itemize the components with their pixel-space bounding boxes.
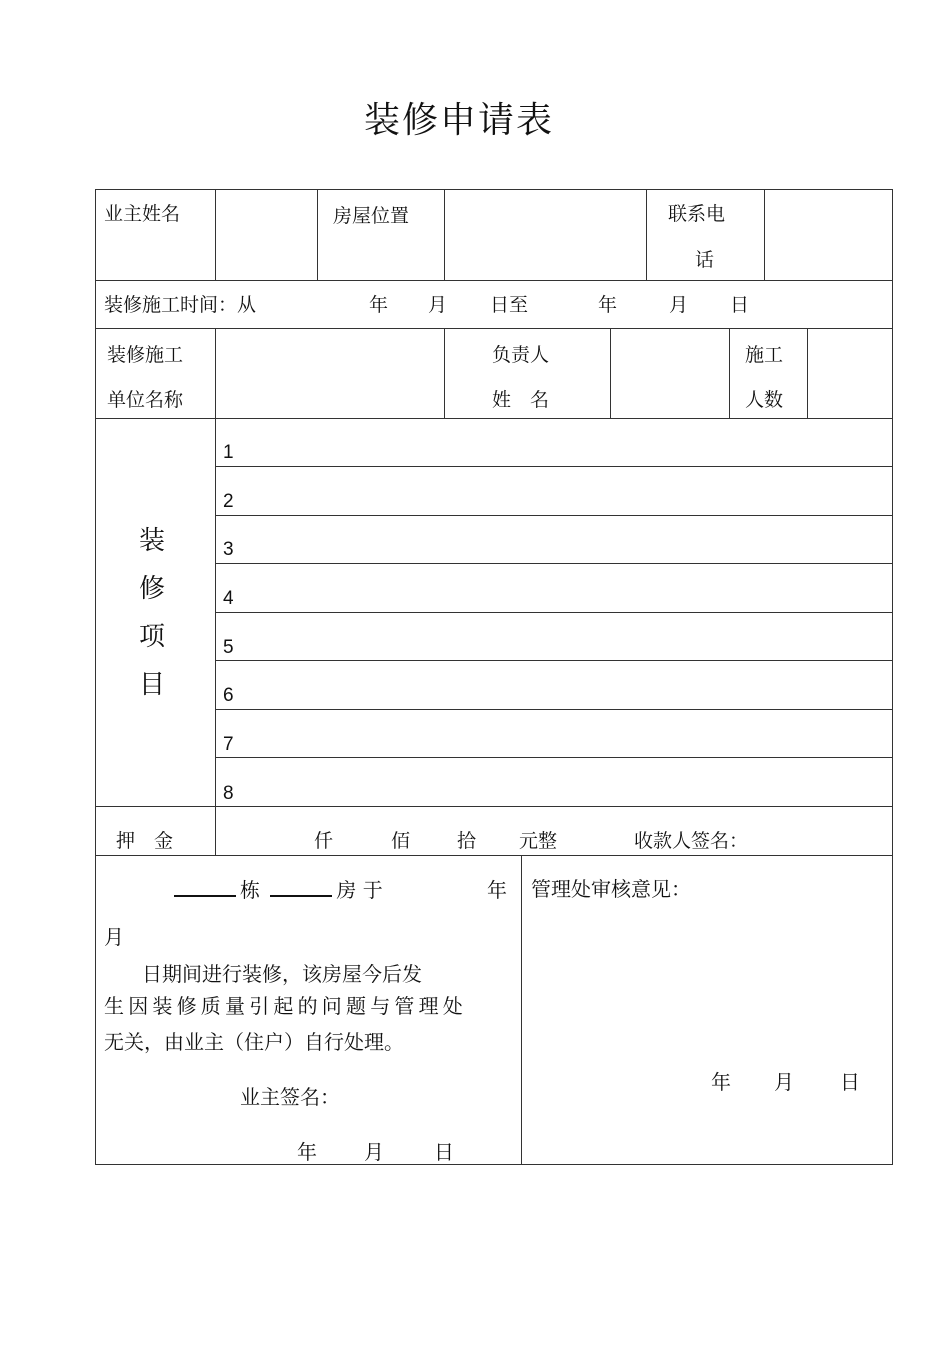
statement-line2: 日期间进行装修，该房屋今后发	[142, 962, 422, 986]
statement-line4: 无关，由业主（住户）自行处理。	[104, 1030, 404, 1054]
workers-label-line1: 施工	[745, 344, 784, 366]
item-number-2: 2	[223, 491, 234, 512]
deposit-qian: 仟	[314, 830, 334, 852]
owner-sign-day: 日	[434, 1140, 454, 1164]
item-number-5: 5	[223, 637, 234, 658]
deposit-yuan: 元整	[519, 830, 558, 852]
items-label-char-3: 项	[139, 622, 166, 652]
phone-label-line2: 话	[695, 249, 715, 271]
start-day-to-label: 日至	[490, 294, 529, 316]
deposit-bai: 佰	[391, 830, 411, 852]
start-year-label: 年	[369, 294, 389, 316]
review-day: 日	[840, 1070, 860, 1094]
page-title: 装修申请表	[363, 100, 554, 141]
management-review-field[interactable]	[530, 910, 885, 1060]
items-label-char-4: 目	[139, 670, 166, 700]
deposit-shi: 拾	[457, 830, 477, 852]
contractor-label-line2: 单位名称	[107, 389, 184, 411]
building-blank[interactable]	[174, 881, 236, 897]
manager-label-line2: 姓 名	[492, 389, 550, 411]
item-number-4: 4	[223, 588, 234, 609]
house-location-label: 房屋位置	[333, 205, 410, 227]
contractor-name-field[interactable]	[220, 333, 440, 413]
construction-time-label: 装修施工时间：从	[104, 294, 257, 316]
review-month: 月	[774, 1070, 794, 1094]
deposit-label: 押 金	[116, 830, 174, 852]
workers-label-line2: 人数	[745, 389, 784, 411]
end-day-label: 日	[730, 294, 750, 316]
statement-line3: 生因装修质量引起的问题与管理处	[104, 994, 467, 1018]
items-label-char-1: 装	[139, 526, 166, 556]
item-number-1: 1	[223, 442, 234, 463]
management-review-label: 管理处审核意见：	[531, 877, 691, 901]
item-number-6: 6	[223, 685, 234, 706]
phone-label-line1: 联系电	[668, 203, 726, 225]
owner-sign-year: 年	[297, 1140, 317, 1164]
manager-name-field[interactable]	[615, 333, 725, 413]
item-number-8: 8	[223, 783, 234, 804]
statement-year: 年	[487, 878, 507, 902]
start-month-label: 月	[428, 294, 448, 316]
statement-line1: 栋 房 于	[170, 878, 383, 902]
payee-signature-label: 收款人签名：	[634, 830, 749, 852]
room-blank[interactable]	[270, 881, 332, 897]
statement-month: 月	[104, 925, 124, 949]
phone-field[interactable]	[769, 200, 889, 276]
contractor-label-line1: 装修施工	[107, 344, 184, 366]
workers-count-field[interactable]	[812, 333, 888, 413]
owner-name-field[interactable]	[220, 200, 314, 276]
end-month-label: 月	[669, 294, 689, 316]
end-year-label: 年	[598, 294, 618, 316]
item-number-7: 7	[223, 734, 234, 755]
owner-signature-label: 业主签名：	[240, 1085, 340, 1109]
owner-sign-month: 月	[364, 1140, 384, 1164]
owner-name-label: 业主姓名	[104, 203, 181, 225]
item-number-3: 3	[223, 539, 234, 560]
items-label-char-2: 修	[139, 574, 166, 604]
house-location-field[interactable]	[449, 200, 642, 276]
manager-label-line1: 负责人	[492, 344, 550, 366]
review-year: 年	[711, 1070, 731, 1094]
